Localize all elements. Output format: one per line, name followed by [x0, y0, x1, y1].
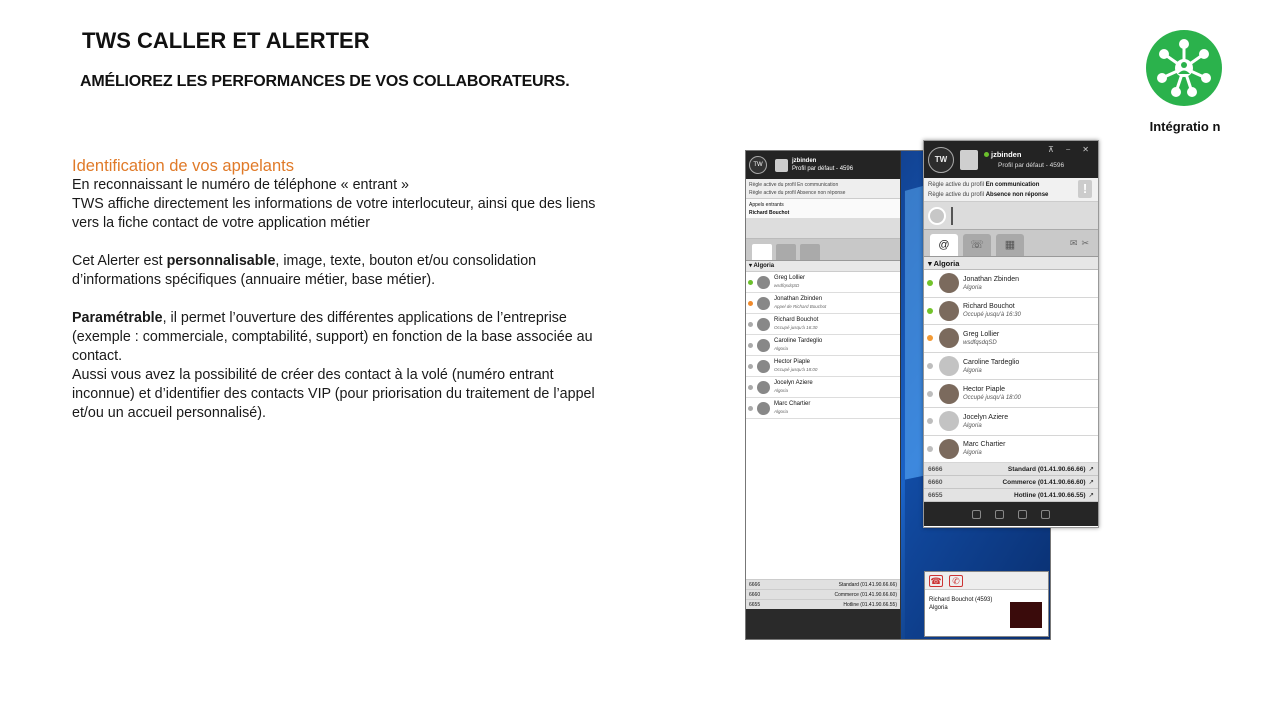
description-block — [72, 156, 600, 423]
presence-dot — [927, 363, 933, 369]
contact-row[interactable] — [924, 270, 1098, 298]
tab-calls[interactable]: ☏ — [963, 234, 991, 256]
avatar — [939, 301, 959, 321]
avatar — [775, 159, 788, 172]
group-header[interactable]: ▾ Algoria — [924, 257, 1098, 270]
line-label: Commerce (01.41.90.66.60) — [834, 592, 897, 598]
contact-row[interactable] — [924, 298, 1098, 326]
avatar — [939, 411, 959, 431]
contact-status: Algoria — [963, 367, 982, 374]
contact-info — [774, 317, 818, 331]
contact-name: Jonathan Zbinden — [774, 296, 823, 302]
line-number: 6655 — [928, 492, 943, 500]
contact-row[interactable] — [746, 335, 900, 356]
contact-row[interactable] — [924, 380, 1098, 408]
phone-line-row[interactable] — [746, 589, 900, 599]
contact-info — [963, 330, 999, 347]
line-number: 6660 — [749, 592, 761, 598]
contact-name: Marc Chartier — [774, 401, 811, 407]
paragraph-1-line-1: En reconnaissant le numéro de téléphone « entrant » — [72, 177, 410, 193]
paragraph-3: Paramétrable, il permet l’ouverture des différentes applications de l’entreprise (exemple : commerciale, comptabilité, support) en fonction de la base associée au contact. — [72, 310, 593, 364]
contact-row[interactable] — [924, 353, 1098, 381]
avatar — [939, 273, 959, 293]
contact-name: Marc Chartier — [963, 441, 1006, 449]
line-list — [746, 579, 900, 609]
tab-history[interactable]: ▦ — [996, 234, 1024, 256]
contact-status: Appel de Richard Bouchot — [774, 304, 827, 309]
contact-info — [774, 359, 817, 373]
window-controls[interactable]: ⊼ ⎯ ✕ — [1047, 145, 1094, 154]
contact-status: Occupé jusqu'à 18:00 — [774, 367, 818, 372]
line-list — [924, 463, 1098, 502]
external-link-icon[interactable]: ↗ — [1088, 466, 1094, 474]
popup-caller: Richard Bouchot (4593) — [929, 597, 993, 603]
phone-line-row[interactable] — [746, 599, 900, 609]
tws-app-small — [746, 151, 901, 639]
settings-icon[interactable] — [972, 510, 981, 519]
search-bar[interactable] — [746, 219, 900, 239]
presence-dot — [748, 406, 753, 411]
presence-dot — [927, 280, 933, 286]
network-hub-icon — [1146, 30, 1222, 106]
avatar — [757, 339, 770, 352]
contact-name: Jonathan Zbinden — [963, 275, 1020, 283]
contact-info — [963, 358, 1019, 375]
contact-name: Caroline Tardeglio — [963, 358, 1020, 366]
mail-and-tools-icons[interactable]: ✉✂ — [1069, 238, 1093, 248]
contact-status: Algoria — [963, 284, 982, 291]
line-label: Standard (01.41.90.66.66) — [838, 582, 897, 588]
search-input[interactable] — [951, 207, 953, 225]
tws-logo: TW — [749, 156, 767, 174]
screen-icon[interactable] — [1041, 510, 1050, 519]
contact-status: Algoria — [963, 450, 982, 457]
line-label: Commerce (01.41.90.66.60) — [1002, 479, 1086, 487]
line-number: 6666 — [928, 466, 943, 474]
presence-dot — [927, 391, 933, 397]
contact-row[interactable] — [746, 272, 900, 293]
avatar — [757, 297, 770, 310]
contact-info — [963, 413, 1008, 430]
line-number: 6660 — [928, 479, 943, 487]
directory-icon[interactable] — [1018, 510, 1027, 519]
group-header[interactable]: ▾ Algoria — [746, 261, 900, 272]
incoming-calls[interactable]: Appels entrants Richard Bouchot — [746, 199, 900, 219]
line-label: Hotline (01.41.90.66.55) — [843, 602, 897, 608]
paragraph-4: Aussi vous avez la possibilité de créer des contact à la volé (numéro entrant inconnue) et d’identifier des contacts VIP (pour priorisation du traitement de l’appel et/ou un accueil personnalisé). — [72, 367, 595, 421]
avatar — [757, 276, 770, 289]
contact-info — [774, 338, 822, 352]
contact-list — [746, 272, 900, 419]
avatar — [757, 402, 770, 415]
contact-status: wsdfqsdqSD — [774, 283, 800, 288]
tab-bar — [746, 239, 900, 261]
contact-status: Occupé jusqu'à 18:00 — [963, 395, 1021, 402]
presence-dot — [927, 335, 933, 341]
presence-dot — [927, 446, 933, 452]
contact-name: Richard Bouchot — [774, 317, 819, 323]
tab-contacts[interactable] — [752, 244, 772, 260]
presence-dot — [927, 308, 933, 314]
contact-row[interactable] — [746, 293, 900, 314]
app-header — [924, 141, 1098, 178]
avatar — [939, 356, 959, 376]
contact-name: Richard Bouchot — [963, 303, 1015, 311]
contact-row[interactable] — [924, 408, 1098, 436]
integration-logo — [1146, 30, 1222, 106]
contact-name: Greg Lollier — [963, 330, 1000, 338]
answer-call-button[interactable]: ☎ — [930, 576, 942, 586]
presence-dot — [748, 385, 753, 390]
presence-dot — [748, 364, 753, 369]
profile-rules: Règle active du profil En communication Règle active du profil Absence non réponse — [746, 179, 900, 199]
tws-app-window — [923, 140, 1099, 528]
presence-dot — [748, 301, 753, 306]
section-heading: Identification de vos appelants — [72, 157, 294, 175]
tab-calls[interactable] — [776, 244, 796, 260]
contact-name: Jocelyn Aziere — [774, 380, 813, 386]
app-toolbar — [924, 502, 1098, 526]
avatar — [939, 384, 959, 404]
contact-row[interactable] — [924, 436, 1098, 464]
contact-status: Occupé jusqu'à 16:30 — [774, 325, 818, 330]
alert-icon[interactable]: ! — [1078, 180, 1092, 198]
presence-dot — [748, 280, 753, 285]
contact-status: Algoria — [963, 422, 982, 429]
presence-dot — [748, 343, 753, 348]
user-name: jzbinden — [792, 158, 817, 164]
tab-bar — [924, 230, 1098, 257]
user-profile: Profil par défaut - 4596 — [792, 166, 854, 172]
popup-company: Algoria — [929, 605, 948, 611]
phone-line-row[interactable] — [924, 463, 1098, 476]
line-number: 6655 — [749, 602, 761, 608]
phone-line-row[interactable] — [924, 476, 1098, 489]
hangup-call-button[interactable]: ✆ — [949, 575, 963, 587]
presence-dot — [927, 418, 933, 424]
page-title: TWS CALLER ET ALERTER — [82, 28, 370, 53]
search-icon[interactable] — [928, 207, 946, 225]
contact-status: wsdfqsdqSD — [963, 339, 997, 346]
contact-row[interactable] — [746, 377, 900, 398]
contact-row[interactable] — [746, 356, 900, 377]
contact-name: Jocelyn Aziere — [963, 413, 1009, 421]
voicemail-icon[interactable] — [995, 510, 1004, 519]
presence-dot — [984, 152, 989, 157]
contact-name: Caroline Tardeglio — [774, 338, 823, 344]
contact-info — [774, 275, 805, 289]
contact-row[interactable] — [746, 398, 900, 419]
contact-name: Hector Piaple — [774, 359, 811, 365]
app-small-header — [746, 151, 900, 179]
contact-name: Greg Lollier — [774, 275, 806, 281]
contact-info — [774, 380, 813, 394]
contact-info — [963, 440, 1005, 457]
phone-line-row[interactable] — [924, 489, 1098, 502]
avatar — [757, 318, 770, 331]
line-label: Standard (01.41.90.66.66) — [1007, 466, 1086, 474]
caller-photo — [1010, 602, 1042, 628]
contact-info — [963, 385, 1021, 402]
user-profile[interactable]: Profil par défaut - 4596 — [998, 161, 1065, 169]
contact-info — [963, 302, 1021, 319]
contact-name: Hector Piaple — [963, 386, 1006, 394]
external-link-icon[interactable]: ↗ — [1088, 492, 1094, 500]
phone-line-row[interactable] — [746, 579, 900, 589]
user-name: jzbinden — [991, 149, 1022, 159]
contact-info — [963, 275, 1019, 292]
paragraph-2: Cet Alerter est personnalisable, image, texte, bouton et/ou consolidation d’informations spécifiques (annuaire métier, base métier). — [72, 253, 537, 288]
page-subtitle: AMÉLIOREZ LES PERFORMANCES DE VOS COLLABORATEURS. — [80, 73, 570, 90]
contact-row[interactable] — [746, 314, 900, 335]
tws-logo: TW — [928, 147, 954, 173]
external-link-icon[interactable]: ↗ — [1088, 479, 1094, 487]
presence-dot — [748, 322, 753, 327]
search-bar — [924, 202, 1098, 230]
contact-row[interactable] — [924, 325, 1098, 353]
contact-status: Algoria — [774, 346, 789, 351]
paragraph-1-line-2: TWS affiche directement les informations de votre interlocuteur, ainsi que des liens vers la fiche contact de votre application métier — [72, 196, 596, 231]
profile-rules: Règle active du profil En communication Règle active du profil Absence non réponse ! — [924, 178, 1098, 202]
contact-status: Algoria — [774, 388, 789, 393]
line-number: 6666 — [749, 582, 761, 588]
avatar — [757, 381, 770, 394]
avatar — [939, 328, 959, 348]
tab-contacts[interactable]: @ — [930, 234, 958, 256]
integration-label: Intégratio n — [1149, 119, 1221, 134]
contact-status: Algoria — [774, 409, 789, 414]
contact-info — [774, 296, 826, 310]
caller-alert-popup[interactable] — [924, 571, 1049, 637]
line-label: Hotline (01.41.90.66.55) — [1014, 492, 1086, 500]
avatar — [939, 439, 959, 459]
app-small-toolbar — [746, 609, 900, 639]
tab-history[interactable] — [800, 244, 820, 260]
avatar — [757, 360, 770, 373]
contact-list — [924, 270, 1098, 463]
avatar[interactable] — [960, 150, 978, 170]
contact-info — [774, 401, 810, 415]
contact-status: Occupé jusqu'à 16:30 — [963, 312, 1021, 319]
